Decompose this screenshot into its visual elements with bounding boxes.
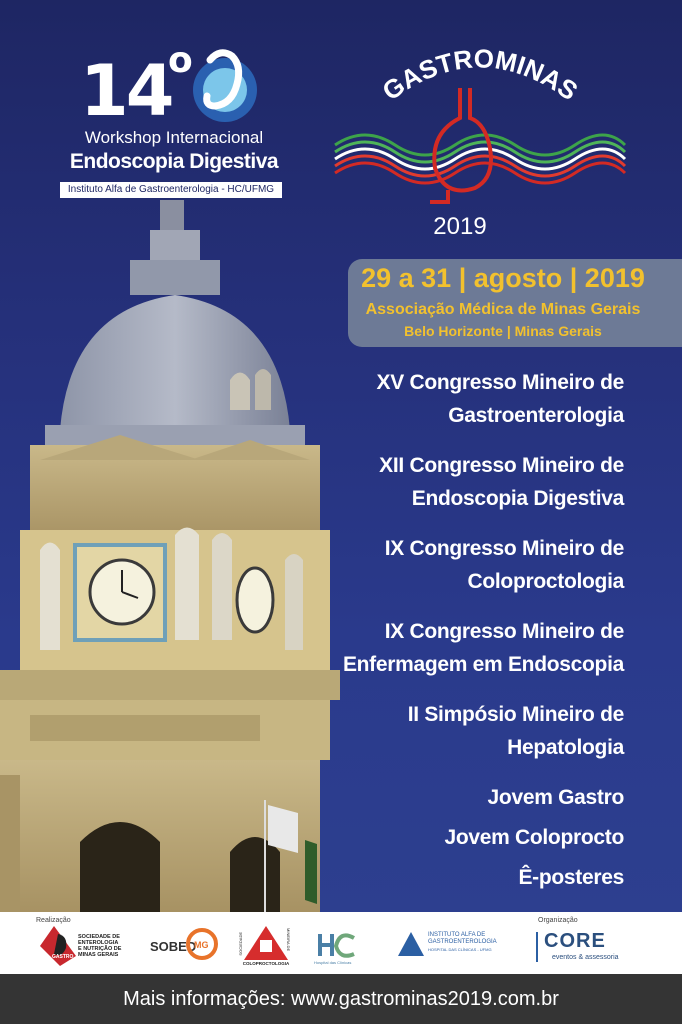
coloproctologia-logo: COLOPROCTOLOGIA SOCIEDADE MINEIRA DE: [238, 928, 291, 966]
workshop-institute: Instituto Alfa de Gastroenterologia - HC/UFMG: [60, 182, 282, 198]
sponsors-strip: [0, 912, 682, 974]
footer-info: Mais informações: www.gastrominas2019.com.br: [0, 974, 682, 1024]
workshop-degree-sign: o: [168, 40, 193, 81]
event-date-box: [348, 259, 682, 347]
hc-icon: [316, 930, 356, 958]
event-item-short: Ê-posteres: [518, 866, 624, 889]
gastrominas-logo: [330, 40, 630, 215]
events-list: [304, 366, 624, 901]
event-item-short: Jovem Gastro: [487, 786, 624, 809]
event-dates: 29 a 31 | agosto | 2019: [361, 263, 645, 293]
event-item: XII Congresso Mineiro de Endoscopia Digestiva: [379, 454, 624, 510]
realizacao-label: Realização: [36, 917, 71, 924]
event-item-short: Jovem Coloprocto: [444, 826, 624, 849]
alfa-triangle-icon: [398, 932, 424, 956]
workshop-subtitle: Endoscopia Digestiva: [69, 150, 279, 173]
instituto-alfa-logo: INSTITUTO ALFA DE GASTROENTEROLOGIA HOSPITAL DAS CLÍNICAS - UFMG: [398, 926, 498, 966]
gastrominas-year: 2019: [433, 213, 487, 240]
gastrominas-name: GASTROMINAS: [376, 43, 584, 107]
stomach-logo-icon: [190, 40, 260, 130]
event-venue: Associação Médica de Minas Gerais: [365, 301, 641, 318]
svg-text:GASTROMINAS: [377, 43, 584, 106]
sbgastro-logo: SOCIEDADE DE ENTEROLOGIA E NUTRIÇÃO DE MINAS GERAIS GASTRO: [40, 926, 130, 966]
event-item: II Simpósio Mineiro de Hepatologia: [407, 703, 624, 759]
event-item: XV Congresso Mineiro de Gastroenterologia: [376, 371, 624, 427]
event-item: IX Congresso Mineiro de Enfermagem em Endoscopia: [342, 620, 624, 676]
core-logo: CORE eventos & assessoria: [536, 926, 632, 966]
organizacao-label: Organização: [538, 917, 578, 924]
sbgastro-icon: [40, 926, 76, 966]
workshop-number: 14: [80, 50, 172, 132]
hc-logo: Hospital das Clínicas: [314, 926, 370, 966]
coloproctologia-icon: [244, 926, 288, 960]
workshop-title: Workshop Internacional: [84, 128, 264, 147]
core-divider: [536, 932, 538, 962]
event-item: IX Congresso Mineiro de Coloproctologia: [384, 537, 624, 593]
event-city: Belo Horizonte | Minas Gerais: [404, 323, 602, 339]
sobed-logo: SOBED MG: [150, 926, 220, 966]
